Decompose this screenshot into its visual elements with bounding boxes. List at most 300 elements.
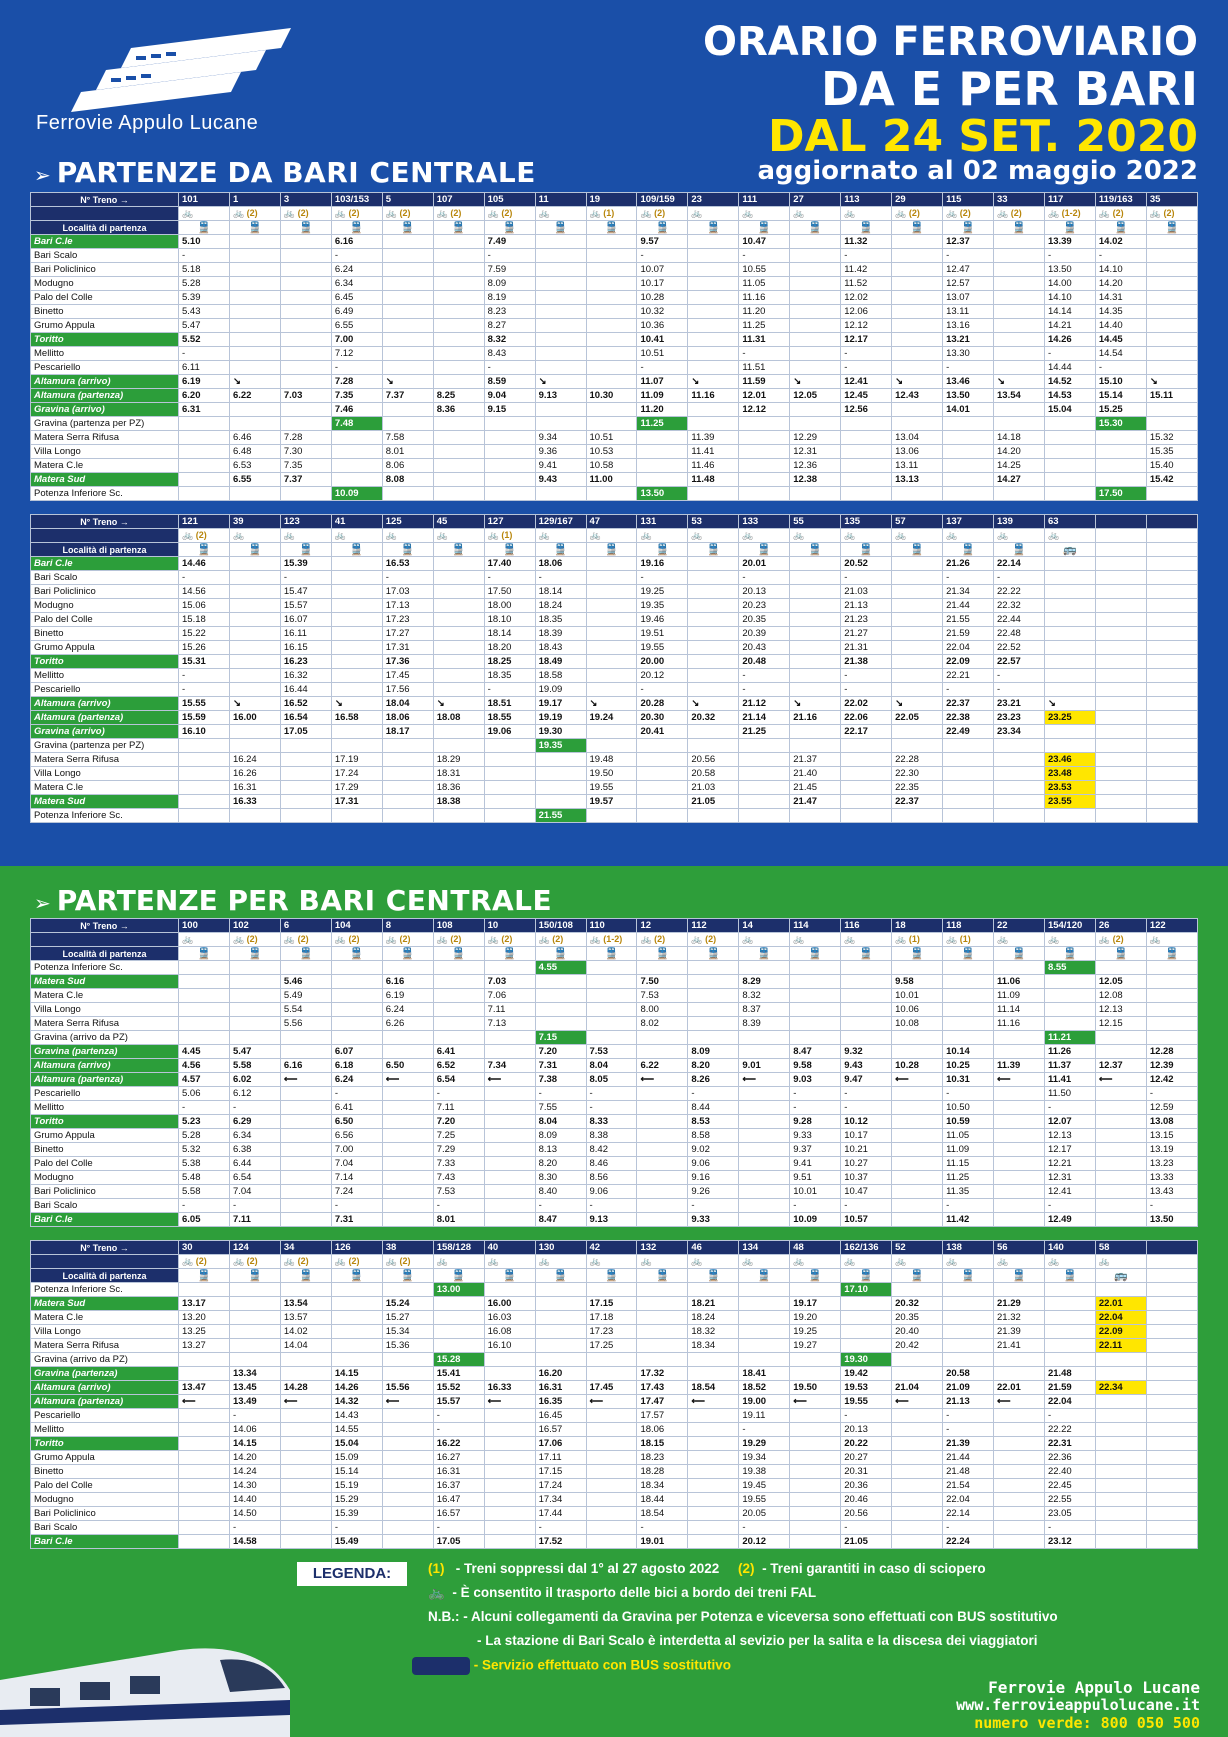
time-cell — [586, 655, 637, 669]
time-cell — [179, 961, 230, 975]
time-cell: 7.49 — [484, 235, 535, 249]
station-row — [31, 1003, 1198, 1017]
time-cell — [637, 1185, 688, 1199]
bike-note-cell — [688, 529, 739, 543]
train-icon: 🚆 — [248, 1270, 262, 1282]
time-cell: 13.08 — [1146, 1115, 1197, 1129]
time-cell: 11.15 — [943, 1157, 994, 1171]
time-cell: 8.04 — [535, 1115, 586, 1129]
time-cell: - — [1095, 361, 1146, 375]
station-row — [31, 669, 1198, 683]
time-cell — [382, 1437, 433, 1451]
departure-label: Località di partenza — [31, 221, 179, 235]
train-number: 63 — [1044, 515, 1095, 529]
time-cell: 19.55 — [841, 1395, 892, 1409]
time-cell: 12.39 — [1146, 1059, 1197, 1073]
bike-icon: 🚲 — [997, 1256, 1009, 1266]
time-cell: 9.58 — [892, 975, 943, 989]
legend-title: LEGENDA: — [297, 1562, 407, 1586]
bike-note-cell — [892, 207, 943, 221]
time-cell: 11.09 — [943, 1143, 994, 1157]
time-cell — [280, 375, 331, 389]
station-row — [31, 697, 1198, 711]
time-cell — [790, 249, 841, 263]
time-cell — [331, 1311, 382, 1325]
time-cell: 16.57 — [535, 1423, 586, 1437]
time-cell: 5.48 — [179, 1171, 230, 1185]
time-cell — [1095, 711, 1146, 725]
footer-url[interactable]: www.ferrovieappulolucane.it — [956, 1696, 1200, 1714]
time-cell — [790, 305, 841, 319]
time-cell: 7.12 — [331, 347, 382, 361]
time-cell: 16.15 — [280, 641, 331, 655]
time-cell: 18.54 — [688, 1381, 739, 1395]
time-cell — [943, 1297, 994, 1311]
station-name: Matera Serra Rifusa — [31, 1017, 179, 1031]
time-cell — [637, 781, 688, 795]
time-cell: 23.53 — [1044, 781, 1095, 795]
time-cell: 9.37 — [790, 1143, 841, 1157]
time-cell: 12.31 — [1044, 1171, 1095, 1185]
station-name: Modugno — [31, 1493, 179, 1507]
train-icon-cell — [280, 1269, 331, 1283]
time-cell: 17.36 — [382, 655, 433, 669]
time-cell — [1146, 585, 1197, 599]
time-cell — [892, 1213, 943, 1227]
train-number: 40 — [484, 1241, 535, 1255]
time-cell — [433, 375, 484, 389]
bike-icon: 🚲 — [742, 208, 754, 218]
time-cell: 17.45 — [382, 669, 433, 683]
time-cell: 22.48 — [994, 627, 1045, 641]
time-cell: 8.55 — [1044, 961, 1095, 975]
arrow-icon: ➢ — [34, 163, 51, 187]
time-cell: 13.16 — [943, 319, 994, 333]
bike-note-cell — [1044, 1255, 1095, 1269]
time-cell — [433, 739, 484, 753]
time-cell — [739, 1129, 790, 1143]
time-cell — [382, 1507, 433, 1521]
time-cell: 11.21 — [1044, 1031, 1095, 1045]
train-icon-cell — [179, 543, 230, 557]
time-cell — [739, 809, 790, 823]
time-cell — [688, 669, 739, 683]
time-cell: 18.25 — [484, 655, 535, 669]
time-cell — [382, 1451, 433, 1465]
time-cell — [382, 1129, 433, 1143]
bike-note-cell — [535, 1255, 586, 1269]
note-label: (2) — [399, 208, 411, 218]
time-cell: 11.25 — [637, 417, 688, 431]
time-cell: 16.44 — [280, 683, 331, 697]
time-cell — [586, 1507, 637, 1521]
time-cell — [433, 263, 484, 277]
time-cell — [179, 753, 230, 767]
time-cell — [484, 1045, 535, 1059]
station-name: Bari C.le — [31, 557, 179, 571]
train-icon: 🚆 — [757, 1270, 772, 1282]
train-number: 125 — [382, 515, 433, 529]
note-label: (2) — [501, 208, 513, 218]
time-cell — [790, 1493, 841, 1507]
note-label: (1) — [501, 530, 513, 540]
time-cell: ↘ — [1146, 375, 1197, 389]
station-row — [31, 1507, 1198, 1521]
train-number: 27 — [790, 193, 841, 207]
station-name: Gravina (partenza) — [31, 1045, 179, 1059]
time-cell — [790, 263, 841, 277]
station-row — [31, 389, 1198, 403]
train-icon-cell — [892, 221, 943, 235]
time-cell: 10.28 — [892, 1059, 943, 1073]
time-cell — [1044, 975, 1095, 989]
train-icon-cell — [433, 543, 484, 557]
station-name: Toritto — [31, 1115, 179, 1129]
station-row — [31, 1311, 1198, 1325]
train-icon-cell — [586, 543, 637, 557]
time-cell — [1044, 739, 1095, 753]
time-cell — [1146, 1507, 1197, 1521]
time-cell: 16.23 — [280, 655, 331, 669]
train-icon-cell — [535, 221, 586, 235]
train-number: 47 — [586, 515, 637, 529]
time-cell: 15.14 — [331, 1465, 382, 1479]
station-row — [31, 235, 1198, 249]
time-cell — [739, 1311, 790, 1325]
time-cell: 12.13 — [1044, 1129, 1095, 1143]
time-cell — [179, 1535, 230, 1549]
train-number: 111 — [739, 193, 790, 207]
time-cell — [841, 459, 892, 473]
train-number: 122 — [1146, 919, 1197, 933]
time-cell — [637, 795, 688, 809]
time-cell — [841, 795, 892, 809]
time-cell: 4.57 — [179, 1073, 230, 1087]
time-cell — [229, 1003, 280, 1017]
station-name: Bari Scalo — [31, 1521, 179, 1535]
time-cell — [892, 961, 943, 975]
time-cell — [382, 333, 433, 347]
bike-note-cell — [739, 933, 790, 947]
time-cell — [739, 1115, 790, 1129]
train-icon: 🚆 — [706, 1270, 721, 1282]
time-cell: 6.02 — [229, 1073, 280, 1087]
time-cell: 14.01 — [943, 403, 994, 417]
time-cell — [382, 403, 433, 417]
train-icon-cell — [433, 947, 484, 961]
time-cell: 15.49 — [331, 1535, 382, 1549]
time-cell: 8.04 — [586, 1059, 637, 1073]
time-cell: 14.54 — [1095, 347, 1146, 361]
time-cell: 10.01 — [790, 1185, 841, 1199]
time-cell: 15.35 — [1146, 445, 1197, 459]
time-cell — [1095, 1521, 1146, 1535]
train-number: 115 — [943, 193, 994, 207]
time-cell — [1044, 1311, 1095, 1325]
time-cell: 15.47 — [280, 585, 331, 599]
time-cell — [280, 1493, 331, 1507]
time-cell — [229, 627, 280, 641]
time-cell — [790, 809, 841, 823]
train-number: 8 — [382, 919, 433, 933]
bike-note-cell — [331, 207, 382, 221]
time-cell — [535, 305, 586, 319]
time-cell — [688, 333, 739, 347]
time-cell: 16.20 — [535, 1367, 586, 1381]
time-cell: 9.58 — [790, 1059, 841, 1073]
time-cell — [382, 235, 433, 249]
bike-note-cell — [943, 1255, 994, 1269]
time-cell — [280, 1143, 331, 1157]
bike-icon: 🚲 — [436, 1256, 448, 1266]
time-cell — [790, 557, 841, 571]
time-cell: 17.25 — [586, 1339, 637, 1353]
bike-icon: 🚲 — [1047, 1256, 1060, 1266]
time-cell: 12.31 — [790, 445, 841, 459]
time-cell: 9.32 — [841, 1045, 892, 1059]
time-cell — [382, 1535, 433, 1549]
time-cell: 19.20 — [790, 1311, 841, 1325]
time-cell — [688, 655, 739, 669]
time-cell: - — [586, 1199, 637, 1213]
time-cell: 8.39 — [739, 1017, 790, 1031]
bike-icon: 🚲 — [182, 934, 194, 944]
train-number-row — [31, 515, 1198, 529]
bike-note-cell — [688, 933, 739, 947]
time-cell: 9.57 — [637, 235, 688, 249]
bike-note-cell — [382, 529, 433, 543]
time-cell — [484, 1213, 535, 1227]
time-cell — [739, 1325, 790, 1339]
time-cell: 7.35 — [331, 389, 382, 403]
time-cell — [382, 417, 433, 431]
time-cell — [1095, 1367, 1146, 1381]
bike-icon: 🚲 — [1047, 208, 1062, 218]
time-cell: - — [790, 1101, 841, 1115]
time-cell: 11.20 — [637, 403, 688, 417]
time-cell — [229, 641, 280, 655]
train-number: 114 — [790, 919, 841, 933]
time-cell: 10.59 — [943, 1115, 994, 1129]
train-number-row — [31, 1241, 1198, 1255]
time-cell: 7.15 — [535, 1031, 586, 1045]
train-number: 26 — [1095, 919, 1146, 933]
bike-note-cell — [382, 933, 433, 947]
time-cell — [586, 347, 637, 361]
time-cell: 13.43 — [1146, 1185, 1197, 1199]
time-cell: 9.33 — [688, 1213, 739, 1227]
time-cell — [280, 277, 331, 291]
time-cell — [229, 1325, 280, 1339]
time-cell — [331, 1353, 382, 1367]
time-cell — [841, 767, 892, 781]
time-cell: 16.10 — [179, 725, 230, 739]
time-cell — [892, 1493, 943, 1507]
time-cell: 6.16 — [331, 235, 382, 249]
train-icon-cell — [229, 947, 280, 961]
train-icon-cell — [382, 221, 433, 235]
time-cell: 8.01 — [382, 445, 433, 459]
train-number: 35 — [1146, 193, 1197, 207]
time-cell — [892, 1199, 943, 1213]
time-cell — [790, 683, 841, 697]
time-cell — [688, 1493, 739, 1507]
time-cell: 6.50 — [331, 1115, 382, 1129]
time-cell: 4.56 — [179, 1059, 230, 1073]
time-cell — [229, 655, 280, 669]
time-cell — [1146, 683, 1197, 697]
station-name: Altamura (partenza) — [31, 711, 179, 725]
time-cell: 19.27 — [790, 1339, 841, 1353]
train-icon: 🚆 — [961, 948, 975, 960]
time-cell: 14.26 — [1044, 333, 1095, 347]
bus-icon: 🚌 — [1063, 544, 1077, 556]
time-cell: 10.27 — [841, 1157, 892, 1171]
time-cell: 15.04 — [331, 1437, 382, 1451]
time-cell — [841, 989, 892, 1003]
time-cell: 13.30 — [943, 347, 994, 361]
time-cell: 9.33 — [790, 1129, 841, 1143]
station-row — [31, 361, 1198, 375]
time-cell — [943, 1031, 994, 1045]
time-cell: - — [484, 683, 535, 697]
time-cell: ↘ — [586, 697, 637, 711]
train-icon-cell — [484, 1269, 535, 1283]
train-icon: 🚆 — [706, 948, 721, 960]
time-cell: ⟵ — [739, 1073, 790, 1087]
time-cell — [280, 1129, 331, 1143]
time-cell: - — [790, 1199, 841, 1213]
time-cell: 15.31 — [179, 655, 230, 669]
time-cell — [484, 1465, 535, 1479]
time-cell — [433, 961, 484, 975]
time-cell — [535, 1325, 586, 1339]
time-cell — [331, 1297, 382, 1311]
time-cell — [790, 669, 841, 683]
time-cell — [280, 1353, 331, 1367]
bike-note-cell — [229, 207, 280, 221]
train-number: 158/128 — [433, 1241, 484, 1255]
time-cell: 11.35 — [943, 1185, 994, 1199]
time-cell — [1146, 235, 1197, 249]
note-label: (2) — [959, 208, 971, 218]
train-icon-cell — [943, 947, 994, 961]
time-cell — [229, 1339, 280, 1353]
time-cell — [994, 1493, 1045, 1507]
station-row — [31, 1045, 1198, 1059]
train-icon: 🚆 — [298, 222, 313, 234]
bike-icon: 🚲 — [589, 208, 604, 218]
train-number: 127 — [484, 515, 535, 529]
time-cell: 22.05 — [892, 711, 943, 725]
time-cell — [739, 1199, 790, 1213]
time-cell: 21.45 — [790, 781, 841, 795]
time-cell: 22.17 — [841, 725, 892, 739]
station-name: Bari Scalo — [31, 571, 179, 585]
station-name: Gravina (arrivo da PZ) — [31, 1353, 179, 1367]
station-row — [31, 809, 1198, 823]
train-number: 110 — [586, 919, 637, 933]
time-cell: 6.56 — [331, 1129, 382, 1143]
time-cell — [586, 375, 637, 389]
train-icon: 🚆 — [451, 948, 466, 960]
station-row — [31, 1367, 1198, 1381]
train-icon-cell — [892, 543, 943, 557]
time-cell — [994, 1045, 1045, 1059]
time-cell — [739, 1213, 790, 1227]
time-cell — [892, 1283, 943, 1297]
time-cell — [637, 1339, 688, 1353]
time-cell — [179, 1465, 230, 1479]
bike-note-cell — [739, 207, 790, 221]
time-cell: 16.11 — [280, 627, 331, 641]
time-cell — [1146, 1367, 1197, 1381]
time-cell: 21.05 — [841, 1535, 892, 1549]
time-cell: 15.55 — [179, 697, 230, 711]
time-cell: 19.42 — [841, 1367, 892, 1381]
time-cell: 17.31 — [331, 795, 382, 809]
time-cell: ⟵ — [382, 1073, 433, 1087]
time-cell — [229, 347, 280, 361]
time-cell: - — [229, 1409, 280, 1423]
time-cell: 22.04 — [943, 1493, 994, 1507]
time-cell: 20.31 — [841, 1465, 892, 1479]
time-cell: 21.03 — [841, 585, 892, 599]
time-cell: 22.01 — [1095, 1297, 1146, 1311]
time-cell — [535, 781, 586, 795]
time-cell: 11.25 — [943, 1171, 994, 1185]
time-cell — [382, 1213, 433, 1227]
time-cell — [1146, 627, 1197, 641]
note-label: (2) — [1112, 934, 1124, 944]
time-cell: 18.15 — [637, 1437, 688, 1451]
time-cell — [280, 1045, 331, 1059]
time-cell — [433, 725, 484, 739]
time-cell: 7.31 — [535, 1059, 586, 1073]
station-name: Villa Longo — [31, 1325, 179, 1339]
station-row — [31, 1325, 1198, 1339]
time-cell — [739, 1283, 790, 1297]
station-row — [31, 1479, 1198, 1493]
time-cell: 9.13 — [535, 389, 586, 403]
time-cell: 21.25 — [739, 725, 790, 739]
time-cell — [1095, 585, 1146, 599]
bike-note-cell — [994, 529, 1045, 543]
legend-nb-2: - La stazione di Bari Scalo è interdetta al sevizio per la salita e la discesa dei viaggiatori — [477, 1633, 1038, 1648]
station-row — [31, 459, 1198, 473]
time-cell — [892, 1101, 943, 1115]
train-icon-cell — [841, 543, 892, 557]
time-cell — [1095, 1535, 1146, 1549]
time-cell: 14.00 — [1044, 277, 1095, 291]
time-cell — [280, 319, 331, 333]
time-cell: 15.11 — [1146, 389, 1197, 403]
time-cell: 11.06 — [994, 975, 1045, 989]
time-cell: 7.29 — [433, 1143, 484, 1157]
train-type-row — [31, 1269, 1198, 1283]
time-cell — [1146, 1297, 1197, 1311]
train-icon-cell — [586, 947, 637, 961]
time-cell: 18.23 — [637, 1451, 688, 1465]
station-name: Palo del Colle — [31, 613, 179, 627]
bike-note-cell — [433, 1255, 484, 1269]
time-cell: 15.56 — [382, 1381, 433, 1395]
train-icon: 🚆 — [298, 544, 313, 556]
time-cell: 14.55 — [331, 1423, 382, 1437]
time-cell: 6.54 — [433, 1073, 484, 1087]
time-cell — [586, 599, 637, 613]
time-cell: - — [841, 1409, 892, 1423]
